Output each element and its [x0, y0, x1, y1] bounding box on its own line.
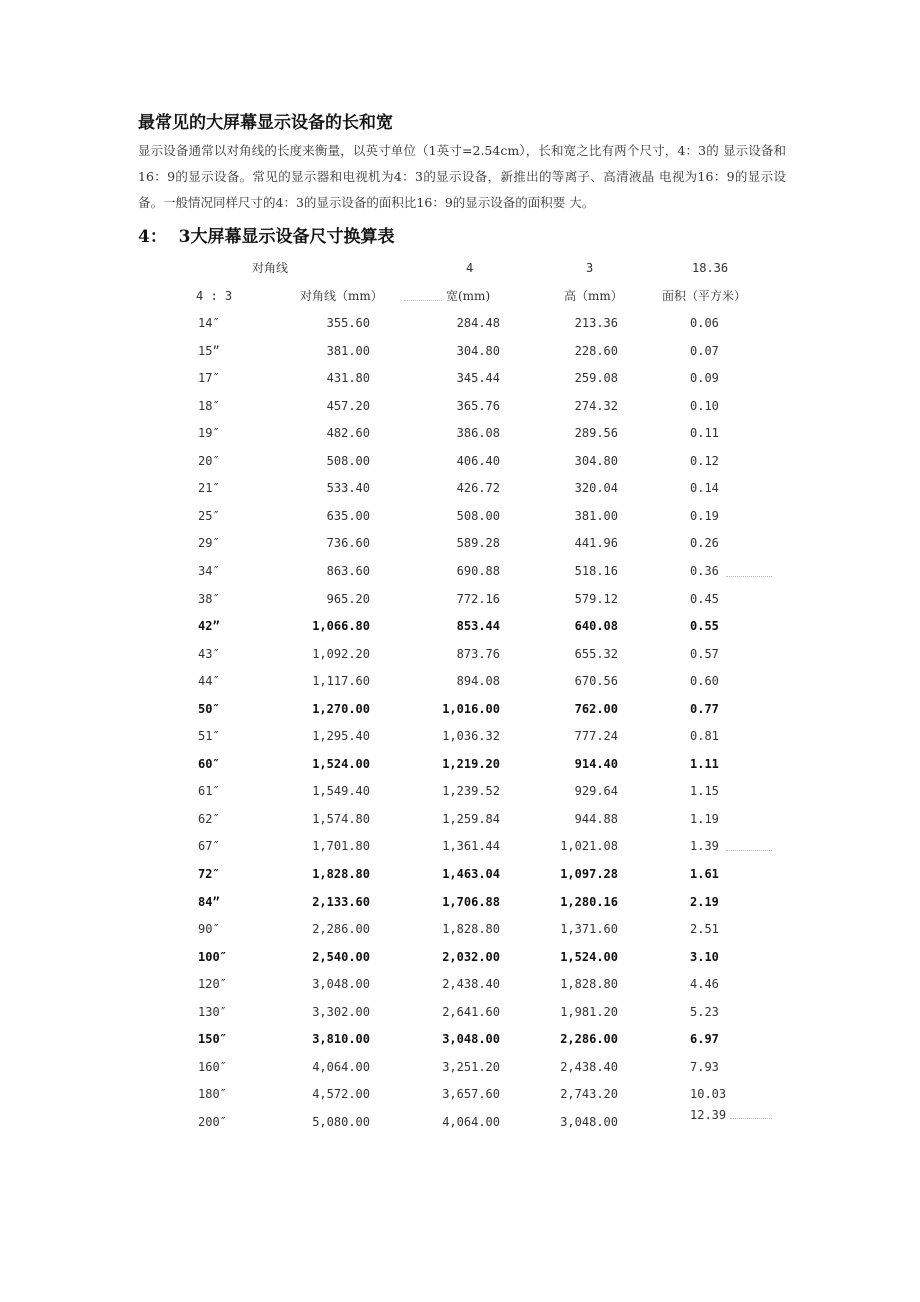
dotted-mark	[730, 1118, 772, 1119]
cell-height: 1,280.16	[560, 895, 618, 909]
cell-width: 4,064.00	[442, 1115, 500, 1129]
cell-width: 853.44	[456, 619, 500, 633]
cell-size: 17″	[198, 371, 220, 385]
cell-diagonal: 4,064.00	[312, 1060, 370, 1074]
cell-width: 894.08	[456, 674, 500, 688]
cell-area: 0.57	[690, 647, 719, 661]
cell-diagonal: 736.60	[326, 536, 370, 550]
cell-size: 34″	[198, 564, 220, 578]
cell-height: 655.32	[574, 647, 618, 661]
cell-area: 0.12	[690, 454, 719, 468]
cell-height: 259.08	[574, 371, 618, 385]
cell-height: 579.12	[574, 592, 618, 606]
cell-area: 4.46	[690, 977, 719, 991]
top-cell-diagonal: 对角线	[252, 261, 289, 275]
cell-size: 67″	[198, 839, 220, 853]
cell-width: 3,251.20	[442, 1060, 500, 1074]
cell-width: 2,032.00	[442, 950, 500, 964]
cell-area: 5.23	[690, 1005, 719, 1019]
cell-diagonal: 5,080.00	[312, 1115, 370, 1129]
cell-height: 640.08	[574, 619, 618, 633]
document-title: 最常见的大屏幕显示设备的长和宽	[138, 113, 393, 133]
cell-area: 1.11	[690, 757, 719, 771]
cell-area: 0.11	[690, 426, 719, 440]
cell-height: 3,048.00	[560, 1115, 618, 1129]
cell-diagonal: 3,048.00	[312, 977, 370, 991]
cell-size: 44″	[198, 674, 220, 688]
cell-area: 0.26	[690, 536, 719, 550]
header-area: 面积（平方米）	[662, 289, 747, 303]
cell-height: 304.80	[574, 454, 618, 468]
cell-width: 345.44	[456, 371, 500, 385]
cell-width: 284.48	[456, 316, 500, 330]
cell-size: 25″	[198, 509, 220, 523]
cell-width: 1,361.44	[442, 839, 500, 853]
cell-height: 1,524.00	[560, 950, 618, 964]
cell-width: 1,463.04	[442, 867, 500, 881]
cell-size: 160″	[198, 1060, 227, 1074]
cell-size: 51″	[198, 729, 220, 743]
cell-diagonal: 635.00	[326, 509, 370, 523]
table-title: 4： 3大屏幕显示设备尺寸换算表	[138, 227, 395, 247]
cell-width: 426.72	[456, 481, 500, 495]
cell-height: 2,743.20	[560, 1087, 618, 1101]
cell-area: 0.07	[690, 344, 719, 358]
cell-size: 100″	[198, 950, 227, 964]
cell-diagonal: 1,270.00	[312, 702, 370, 716]
cell-area: 2.51	[690, 922, 719, 936]
cell-height: 1,371.60	[560, 922, 618, 936]
cell-diagonal: 1,092.20	[312, 647, 370, 661]
cell-size: 180″	[198, 1087, 227, 1101]
cell-area: 7.93	[690, 1060, 719, 1074]
cell-width: 406.40	[456, 454, 500, 468]
cell-area: 0.81	[690, 729, 719, 743]
cell-area: 6.97	[690, 1032, 719, 1046]
cell-diagonal: 482.60	[326, 426, 370, 440]
cell-diagonal: 1,117.60	[312, 674, 370, 688]
cell-height: 2,438.40	[560, 1060, 618, 1074]
cell-height: 929.64	[574, 784, 618, 798]
intro-paragraph: 显示设备通常以对角线的长度来衡量，以英寸单位（1英寸=2.54cm），长和宽之比有两个尺寸，4：3的 显示设备和16：9的显示设备。常见的显示器和电视机为4：3的显示设备，新推出的等离子、高清液晶 电视为16：9的显示设备。一般情况同样尺寸的4：3的显示设备的面积比16：9的显示设备的面积要 大。	[138, 143, 786, 210]
cell-width: 3,048.00	[442, 1032, 500, 1046]
cell-diagonal: 1,701.80	[312, 839, 370, 853]
top-cell-ratio-w: 4	[466, 261, 474, 275]
cell-size: 18″	[198, 399, 220, 413]
cell-size: 62″	[198, 812, 220, 826]
cell-diagonal: 2,540.00	[312, 950, 370, 964]
top-cell-factor: 18.36	[692, 261, 729, 275]
cell-size: 42”	[198, 619, 220, 633]
cell-diagonal: 1,066.80	[312, 619, 370, 633]
cell-area: 0.45	[690, 592, 719, 606]
cell-size: 43″	[198, 647, 220, 661]
cell-area: 3.10	[690, 950, 719, 964]
cell-size: 200″	[198, 1115, 227, 1129]
header-height: 高（mm）	[564, 289, 623, 303]
cell-area: 0.77	[690, 702, 719, 716]
cell-diagonal: 3,810.00	[312, 1032, 370, 1046]
cell-area: 1.61	[690, 867, 719, 881]
cell-size: 20″	[198, 454, 220, 468]
cell-width: 508.00	[456, 509, 500, 523]
cell-height: 914.40	[574, 757, 618, 771]
cell-height: 213.36	[574, 316, 618, 330]
cell-width: 2,641.60	[442, 1005, 500, 1019]
cell-height: 320.04	[574, 481, 618, 495]
cell-diagonal: 1,549.40	[312, 784, 370, 798]
cell-size: 120″	[198, 977, 227, 991]
cell-width: 3,657.60	[442, 1087, 500, 1101]
dotted-mark	[726, 576, 772, 577]
cell-diagonal: 508.00	[326, 454, 370, 468]
header-width: 宽(mm)	[446, 289, 491, 303]
cell-width: 1,036.32	[442, 729, 500, 743]
cell-height: 274.32	[574, 399, 618, 413]
cell-area: 0.55	[690, 619, 719, 633]
cell-height: 670.56	[574, 674, 618, 688]
cell-width: 2,438.40	[442, 977, 500, 991]
cell-area: 0.60	[690, 674, 719, 688]
cell-height: 381.00	[574, 509, 618, 523]
cell-diagonal: 863.60	[326, 564, 370, 578]
cell-area: 12.39	[690, 1108, 727, 1122]
cell-height: 1,097.28	[560, 867, 618, 881]
cell-height: 762.00	[574, 702, 618, 716]
cell-diagonal: 3,302.00	[312, 1005, 370, 1019]
cell-area: 2.19	[690, 895, 719, 909]
cell-width: 873.76	[456, 647, 500, 661]
header-diagonal: 对角线（mm）	[300, 289, 383, 303]
top-cell-ratio-h: 3	[586, 261, 594, 275]
cell-area: 10.03	[690, 1087, 727, 1101]
cell-diagonal: 1,524.00	[312, 757, 370, 771]
cell-height: 944.88	[574, 812, 618, 826]
cell-area: 1.39	[690, 839, 719, 853]
cell-area: 0.19	[690, 509, 719, 523]
cell-size: 72″	[198, 867, 220, 881]
cell-height: 441.96	[574, 536, 618, 550]
cell-area: 0.36	[690, 564, 719, 578]
cell-height: 1,021.08	[560, 839, 618, 853]
cell-area: 1.15	[690, 784, 719, 798]
cell-width: 772.16	[456, 592, 500, 606]
cell-diagonal: 4,572.00	[312, 1087, 370, 1101]
cell-diagonal: 1,574.80	[312, 812, 370, 826]
cell-diagonal: 533.40	[326, 481, 370, 495]
cell-size: 90″	[198, 922, 220, 936]
dotted-mark	[726, 850, 772, 851]
cell-size: 19″	[198, 426, 220, 440]
cell-diagonal: 457.20	[326, 399, 370, 413]
cell-width: 1,239.52	[442, 784, 500, 798]
cell-diagonal: 1,295.40	[312, 729, 370, 743]
cell-area: 0.09	[690, 371, 719, 385]
cell-width: 1,219.20	[442, 757, 500, 771]
cell-diagonal: 965.20	[326, 592, 370, 606]
cell-size: 14″	[198, 316, 220, 330]
cell-size: 29″	[198, 536, 220, 550]
cell-area: 0.06	[690, 316, 719, 330]
cell-width: 1,259.84	[442, 812, 500, 826]
cell-width: 1,016.00	[442, 702, 500, 716]
cell-size: 38″	[198, 592, 220, 606]
cell-height: 289.56	[574, 426, 618, 440]
cell-size: 21″	[198, 481, 220, 495]
cell-height: 1,828.80	[560, 977, 618, 991]
cell-height: 228.60	[574, 344, 618, 358]
cell-size: 84”	[198, 895, 220, 909]
cell-height: 777.24	[574, 729, 618, 743]
cell-width: 690.88	[456, 564, 500, 578]
cell-size: 130″	[198, 1005, 227, 1019]
cell-diagonal: 381.00	[326, 344, 370, 358]
cell-size: 61″	[198, 784, 220, 798]
cell-width: 1,706.88	[442, 895, 500, 909]
cell-size: 60″	[198, 757, 220, 771]
cell-diagonal: 2,286.00	[312, 922, 370, 936]
cell-width: 589.28	[456, 536, 500, 550]
cell-area: 0.14	[690, 481, 719, 495]
cell-area: 0.10	[690, 399, 719, 413]
cell-diagonal: 1,828.80	[312, 867, 370, 881]
cell-width: 1,828.80	[442, 922, 500, 936]
cell-width: 304.80	[456, 344, 500, 358]
cell-area: 1.19	[690, 812, 719, 826]
cell-diagonal: 431.80	[326, 371, 370, 385]
cell-size: 15”	[198, 344, 220, 358]
cell-height: 1,981.20	[560, 1005, 618, 1019]
cell-size: 150″	[198, 1032, 227, 1046]
cell-width: 386.08	[456, 426, 500, 440]
cell-width: 365.76	[456, 399, 500, 413]
cell-height: 2,286.00	[560, 1032, 618, 1046]
dotted-mark	[404, 300, 442, 301]
cell-height: 518.16	[574, 564, 618, 578]
header-ratio: 4 : 3	[196, 289, 233, 303]
cell-size: 50″	[198, 702, 220, 716]
cell-diagonal: 355.60	[326, 316, 370, 330]
cell-diagonal: 2,133.60	[312, 895, 370, 909]
